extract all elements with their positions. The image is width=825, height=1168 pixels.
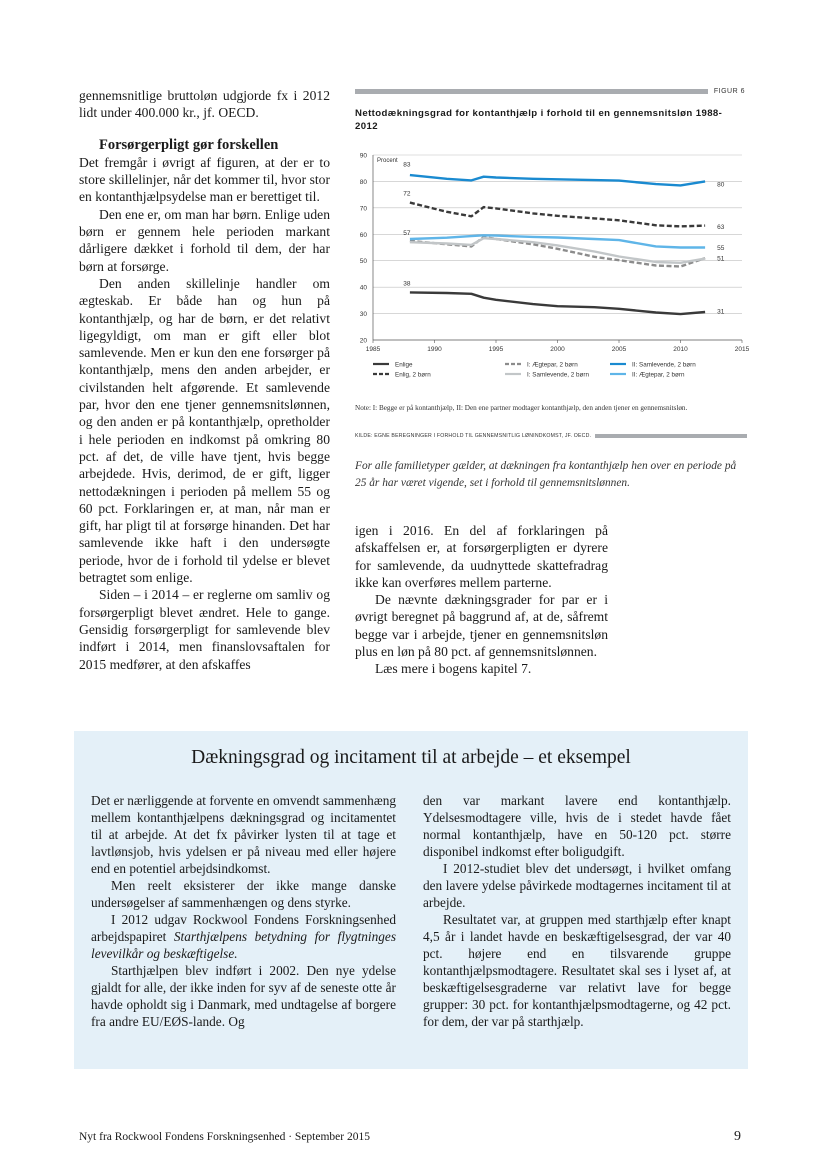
series-line xyxy=(410,292,705,314)
x-tick-label: 2010 xyxy=(673,346,688,353)
y-tick-label: 30 xyxy=(359,311,367,319)
page-number: 9 xyxy=(734,1129,741,1144)
end-value-label: 80 xyxy=(717,181,725,189)
box-paragraph-text: I 2012 udgav Rockwool Fondens Forskningsenhed arbejdspapiret xyxy=(91,912,396,944)
left-paragraph: Den anden skillelinje handler om ægteskab. Er både han og hun på kontanthjælp, og har de børn, er det relativt ligegyldigt, om man er gift eller blot samlevende. Men er kun den ene forsørger på kontanthjælp, mens den anden arbejder, er civilstanden helt afgørende. Et samlevende par, hvor den ene tjener gennemsnitslønnen, og den anden er på kontanthjælp, opretholder i hele perioden en indkomst på omkring 80 pct. af det, de ville have tjent, hvis begge arbejdede. Hvis, derimod, de er gift, ligger nettodækningen i perioden på mellem 55 og 60 pct. Forklaringen er, at man, når man er gift, har pligt til at forsørge hinanden. Det har samlevende ikke haft i den undersøgte periode, hvor de i forhold til ydelse er blevet betragtet som enlige. xyxy=(79,275,330,586)
source-text: KILDE: EGNE BEREGNINGER I FORHOLD TIL GENNEMSNITLIG LØNINDKOMST, JF. OECD. xyxy=(355,433,592,439)
figure-note: Note: I: Begge er på kontanthjælp, II: Den ene partner modtager kontanthjælp, den anden tjener en gennemsnitsløn. xyxy=(355,404,688,412)
box-right-column xyxy=(423,792,731,1030)
series-line xyxy=(410,203,705,227)
start-value-label: 72 xyxy=(403,190,411,198)
figure-label: FIGUR 6 xyxy=(713,88,745,95)
legend-label: II: Ægtepar, 2 børn xyxy=(632,371,685,379)
y-tick-label: 70 xyxy=(359,205,367,213)
x-tick-label: 1990 xyxy=(427,346,442,353)
series-line xyxy=(410,238,705,263)
figure-footer-bar xyxy=(595,434,747,438)
end-value-label: 63 xyxy=(717,223,725,231)
figure-caption: For alle familietyper gælder, at dækningen fra kontanthjælp hen over en periode på 25 år har været vigende, set i forhold til gennemsnitslønnen. xyxy=(355,460,737,489)
legend-label: II: Samlevende, 2 børn xyxy=(632,361,696,369)
y-tick-label: 80 xyxy=(359,178,367,186)
y-tick-label: 60 xyxy=(359,231,367,239)
box-paragraph xyxy=(91,911,396,962)
box-paragraph: Starthjælpen blev indført i 2002. Den nye ydelse gjaldt for alle, der ikke inden for syv af de seneste otte år havde opholdt sig i Danmark, med undtagelse af borgere fra andre EU/EØS-lande. Og xyxy=(91,963,396,1029)
y-tick-label: 40 xyxy=(359,284,367,292)
end-value-label: 51 xyxy=(717,255,725,263)
box-paragraph: I 2012-studiet blev det undersøgt, i hvilket omfang den lavere ydelse påvirkede modtagernes incitament til at arbejde. xyxy=(423,861,731,910)
figure-source xyxy=(355,433,747,439)
y-tick-label: 50 xyxy=(359,258,367,266)
end-value-label: 31 xyxy=(717,308,725,316)
right-paragraph: De nævnte dækningsgrader for par er i øvrigt beregnet på baggrund af, at de, såfremt begge var i arbejde, tjener en gennemsnitsløn plus en løn på 80 pct. af gennemsnitslønnen. xyxy=(355,592,608,660)
y-axis-label: Procent xyxy=(377,158,398,164)
start-value-label: 83 xyxy=(403,161,411,169)
paper-title: Starthjælpens betydning for flygtninges levevilkår og beskæftigelse. xyxy=(91,929,396,961)
end-value-label: 55 xyxy=(717,245,725,252)
x-tick-label: 1985 xyxy=(365,346,381,353)
figure xyxy=(355,88,745,133)
intro-text: gennemsnitlige bruttoløn udgjorde fx i 2012 lidt under 400.000 kr., jf. OECD. xyxy=(79,88,330,121)
figure-header-bar xyxy=(355,89,708,94)
right-paragraph: Læs mere i bogens kapitel 7. xyxy=(375,661,532,677)
box-paragraph: Resultatet var, at gruppen med starthjælp efter knapt 4,5 år i landet havde en beskæftigelsesgrad, der var 40 pct. højere end en tilsvarende gruppe kontanthjælpsmodtagere. Resultatet skal ses i lyset af, at beskæftigelsesgraderne var relativt lave for begge grupper: 30 pct. for kontanthjælpsmodtagerne, og 42 pct. for dem, der var på starthjælp. xyxy=(423,912,731,1029)
line-chart xyxy=(355,150,750,395)
left-paragraph: Siden – i 2014 – er reglerne om samliv og forsørgerpligt blevet ændret. Hele to gange. Gensidig forsørgerpligt for samlevende blev indført i 2014, men finanslovsaftalen for 2015 medfører, at den afskaffes xyxy=(79,587,330,672)
box-paragraph: Det er nærliggende at forvente en omvendt sammenhæng mellem kontanthjælpens dækningsgrad og incitamentet til at arbejde. At det fx påvirker lysten til at tage et lavtlønsjob, hvis ydelsen er på niveau med eller højere end en potentiel arbejdsindkomst. xyxy=(91,793,396,876)
series-line xyxy=(410,175,705,185)
x-tick-label: 1995 xyxy=(488,346,504,353)
x-tick-label: 2005 xyxy=(611,346,627,353)
legend-label: Enlige xyxy=(395,361,413,369)
box-left-column xyxy=(91,792,396,1030)
x-tick-label: 2000 xyxy=(550,346,565,353)
right-paragraph: igen i 2016. En del af forklaringen på afskaffelsen er, at forsørgerpligten er dyrere for samlevende, da uudnyttede skattefradrag ikke kan overføres mellem parterne. xyxy=(355,523,608,590)
right-column xyxy=(355,522,608,678)
left-column xyxy=(79,87,330,673)
footer-text: Nyt fra Rockwool Fondens Forskningsenhed · September 2015 xyxy=(79,1131,370,1143)
box-title: Dækningsgrad og incitament til at arbejde – et eksempel xyxy=(191,747,631,768)
start-value-label: 57 xyxy=(403,230,411,238)
y-tick-label: 20 xyxy=(359,337,367,345)
x-tick-label: 2015 xyxy=(734,346,750,353)
start-value-label: 38 xyxy=(403,280,411,288)
left-paragraph: Det fremgår i øvrigt af figuren, at der er to store skillelinjer, når det kommer til, hvor stor en kontanthjælpsydelse man er berettiget til. xyxy=(79,154,330,205)
box-paragraph: den var markant lavere end kontanthjælp. Ydelsesmodtagere ville, hvis de i stedet havde fået normal kontanthjælp, have en 50-120 pct. større disponibel indkomst efter boligudgift. xyxy=(423,793,731,859)
figure-title: Nettodækningsgrad for kontanthjælp i forhold til en gennemsnitsløn 1988-2012 xyxy=(355,108,723,132)
legend-label: I: Samlevende, 2 børn xyxy=(527,371,589,379)
left-paragraph: Den ene er, om man har børn. Enlige uden børn er gennem hele perioden markant dårligere dækket i forhold til dem, der har børn at forsørge. xyxy=(79,206,330,274)
legend-label: I: Ægtepar, 2 børn xyxy=(527,361,578,369)
section-subhead: Forsørgerpligt gør forskellen xyxy=(99,136,279,153)
box-paragraph: Men reelt eksisterer der ikke mange danske undersøgelser af sammenhængen og dens styrke. xyxy=(91,878,396,910)
info-box xyxy=(74,731,748,1069)
legend-label: Enlig, 2 børn xyxy=(395,371,431,379)
y-tick-label: 90 xyxy=(359,152,367,160)
